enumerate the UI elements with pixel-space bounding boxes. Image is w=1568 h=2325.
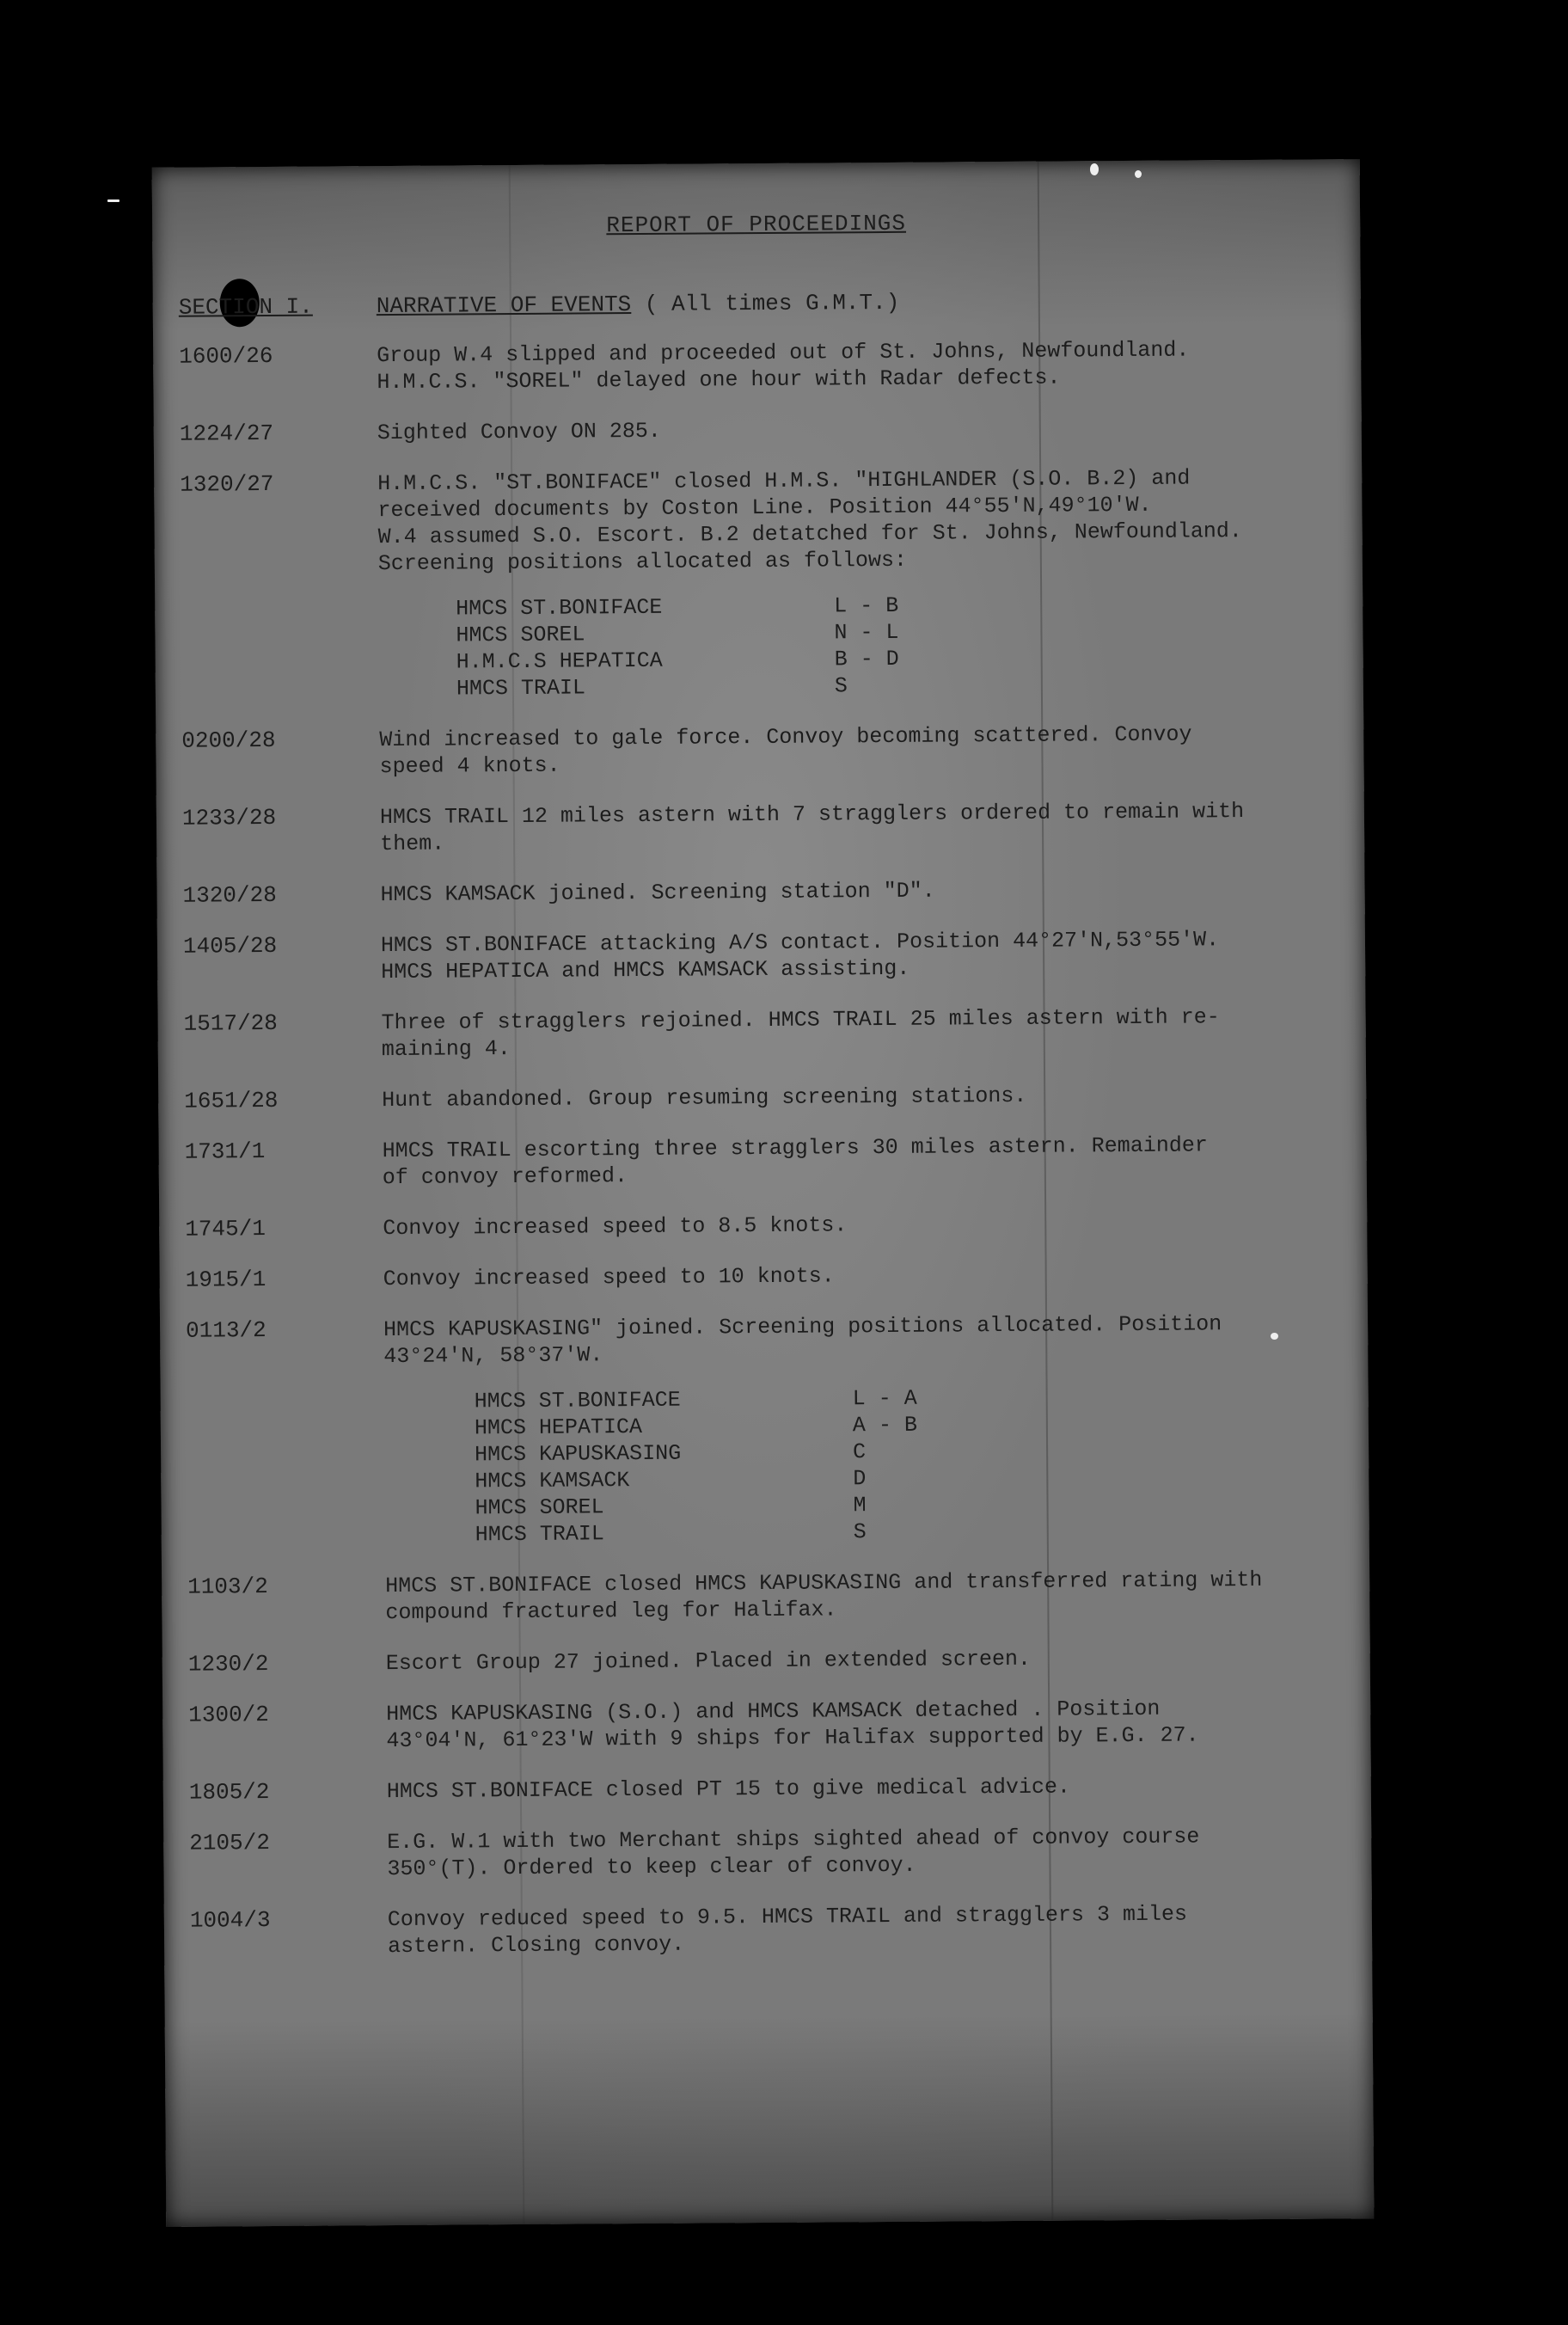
log-entry xyxy=(179,335,1331,396)
log-entry xyxy=(182,797,1334,858)
entry-text: HMCS TRAIL 12 miles astern with 7 stragglers ordered to remain with them. xyxy=(379,799,1245,857)
entry-text: H.M.C.S. "ST.BONIFACE" closed H.M.S. "HIGHLANDER (S.O. B.2) and received documents by Coston Line. Position 44°55'N,49°10'W. W.4 assumed S.O. Escort. B.2 detatched for St. Johns, Newfoundland. Screening positions allocated as follows: xyxy=(377,465,1242,577)
screening-station: B - D xyxy=(834,646,899,672)
entry-text: HMCS ST.BONIFACE closed HMCS KAPUSKASING and transferred rating with compound fractured leg for Halifax. xyxy=(385,1567,1263,1626)
entry-text: Sighted Convoy ON 285. xyxy=(377,418,661,446)
screening-station: S xyxy=(853,1519,867,1545)
screening-positions-table xyxy=(456,589,1333,702)
screening-station: A - B xyxy=(852,1412,918,1439)
table-row xyxy=(456,669,1333,702)
section-heading-text: NARRATIVE OF EVENTS xyxy=(376,291,632,320)
entry-time: 1517/28 xyxy=(183,1009,278,1037)
entry-time: 1320/28 xyxy=(182,881,277,909)
entry-text: HMCS KAMSACK joined. Screening station "D". xyxy=(380,878,935,908)
entry-time: 1230/2 xyxy=(187,1651,269,1678)
section-label: SECTION I. xyxy=(178,293,313,321)
section-note: ( All times G.M.T.) xyxy=(644,289,900,317)
log-entry xyxy=(188,1643,1340,1678)
entry-time: 1600/26 xyxy=(179,342,273,370)
log-entry xyxy=(181,720,1333,781)
screening-station: M xyxy=(853,1493,867,1518)
ship-name: HMCS ST.BONIFACE xyxy=(456,594,663,622)
entry-time: 1731/1 xyxy=(184,1138,266,1165)
section-heading xyxy=(179,290,900,321)
page-title: REPORT OF PROCEEDINGS xyxy=(606,210,907,239)
film-speck xyxy=(1090,163,1099,175)
film-speck xyxy=(1271,1333,1278,1340)
entry-text: Wind increased to gale force. Convoy becoming scattered. Convoy speed 4 knots. xyxy=(379,721,1192,780)
entry-time: 1224/27 xyxy=(179,420,274,447)
log-entry xyxy=(188,1694,1340,1755)
ship-name: HMCS TRAIL xyxy=(456,675,586,702)
entry-text: Three of stragglers rejoined. HMCS TRAIL 25 miles astern with re- maining 4. xyxy=(381,1004,1220,1063)
entry-time: 1745/1 xyxy=(185,1216,266,1242)
screening-station: S xyxy=(834,673,848,699)
entry-time: 2105/2 xyxy=(189,1830,270,1856)
screening-positions-table xyxy=(475,1382,1339,1548)
screening-station: C xyxy=(853,1439,867,1465)
entry-time: 0200/28 xyxy=(181,727,276,754)
entry-time: 1915/1 xyxy=(185,1267,266,1293)
film-speck xyxy=(1135,170,1142,178)
entry-time: 1300/2 xyxy=(188,1702,269,1728)
entry-text: Hunt abandoned. Group resuming screening stations. xyxy=(382,1083,1027,1113)
log-entry xyxy=(190,1899,1342,1960)
ship-name: HMCS TRAIL xyxy=(475,1521,604,1548)
ship-name: HMCS HEPATICA xyxy=(474,1414,643,1441)
entry-time: 1651/28 xyxy=(184,1087,279,1114)
ship-name: HMCS SOREL xyxy=(456,622,585,648)
screening-station: L - B xyxy=(834,592,899,619)
ship-name: HMCS ST.BONIFACE xyxy=(474,1387,681,1414)
entry-text: Convoy increased speed to 10 knots. xyxy=(383,1263,835,1292)
ship-name: HMCS SOREL xyxy=(475,1494,604,1521)
table-row xyxy=(475,1515,1339,1548)
entry-time: 0113/2 xyxy=(185,1317,266,1344)
log-entry xyxy=(180,463,1333,703)
entry-text: HMCS TRAIL escorting three stragglers 30 miles astern. Remainder of convoy reformed. xyxy=(382,1132,1208,1191)
entry-body xyxy=(377,463,1333,702)
log-entry xyxy=(189,1822,1341,1883)
narrative-entries xyxy=(179,335,1342,1985)
entry-text: HMCS ST.BONIFACE attacking A/S contact. Position 44°27'N,53°55'W. HMCS HEPATICA and HMCS KAMSACK assisting. xyxy=(380,927,1220,985)
log-entry xyxy=(183,925,1335,986)
entry-text: E.G. W.1 with two Merchant ships sighted ahead of convoy course 350°(T). Ordered to keep clear of convoy. xyxy=(387,1824,1200,1882)
ship-name: HMCS KAMSACK xyxy=(475,1468,630,1494)
log-entry xyxy=(187,1566,1339,1627)
entry-text: HMCS KAPUSKASING" joined. Screening positions allocated. Position 43°24'N, 58°37'W. xyxy=(383,1311,1222,1370)
log-entry xyxy=(186,1259,1338,1293)
ship-name: H.M.C.S HEPATICA xyxy=(456,647,663,675)
log-entry xyxy=(184,1003,1336,1064)
film-speck xyxy=(107,199,119,202)
log-entry xyxy=(184,1080,1336,1114)
entry-text: Escort Group 27 joined. Placed in extended screen. xyxy=(385,1646,1032,1677)
screening-station: L - A xyxy=(852,1385,917,1412)
log-entry xyxy=(186,1310,1339,1549)
log-entry xyxy=(185,1131,1337,1192)
entry-text: Group W.4 slipped and proceeded out of St. Johns, Newfoundland. H.M.C.S. "SOREL" delayed one hour with Radar defects. xyxy=(377,337,1190,396)
document-page xyxy=(152,159,1375,2227)
entry-text: HMCS KAPUSKASING (S.O.) and HMCS KAMSACK detached . Position 43°04'N, 61°23'W with 9 ships for Halifax supported by E.G. 27. xyxy=(386,1696,1199,1754)
entry-time: 1004/3 xyxy=(189,1907,271,1934)
screening-station: N - L xyxy=(834,619,899,646)
entry-time: 1233/28 xyxy=(181,804,277,831)
log-entry xyxy=(182,874,1334,909)
entry-time: 1805/2 xyxy=(188,1779,270,1806)
entry-text: HMCS ST.BONIFACE closed PT 15 to give medical advice. xyxy=(386,1774,1071,1805)
log-entry xyxy=(185,1208,1337,1242)
screening-station: D xyxy=(853,1466,867,1492)
entry-body xyxy=(383,1310,1339,1549)
log-entry xyxy=(189,1771,1341,1806)
entry-text: Convoy reduced speed to 9.5. HMCS TRAIL and stragglers 3 miles astern. Closing convoy. xyxy=(387,1901,1188,1960)
entry-time: 1405/28 xyxy=(182,932,278,960)
ship-name: HMCS KAPUSKASING xyxy=(475,1440,682,1468)
entry-time: 1320/27 xyxy=(180,470,274,498)
log-entry xyxy=(180,413,1332,447)
entry-text: Convoy increased speed to 8.5 knots. xyxy=(383,1212,848,1242)
entry-time: 1103/2 xyxy=(187,1574,268,1600)
